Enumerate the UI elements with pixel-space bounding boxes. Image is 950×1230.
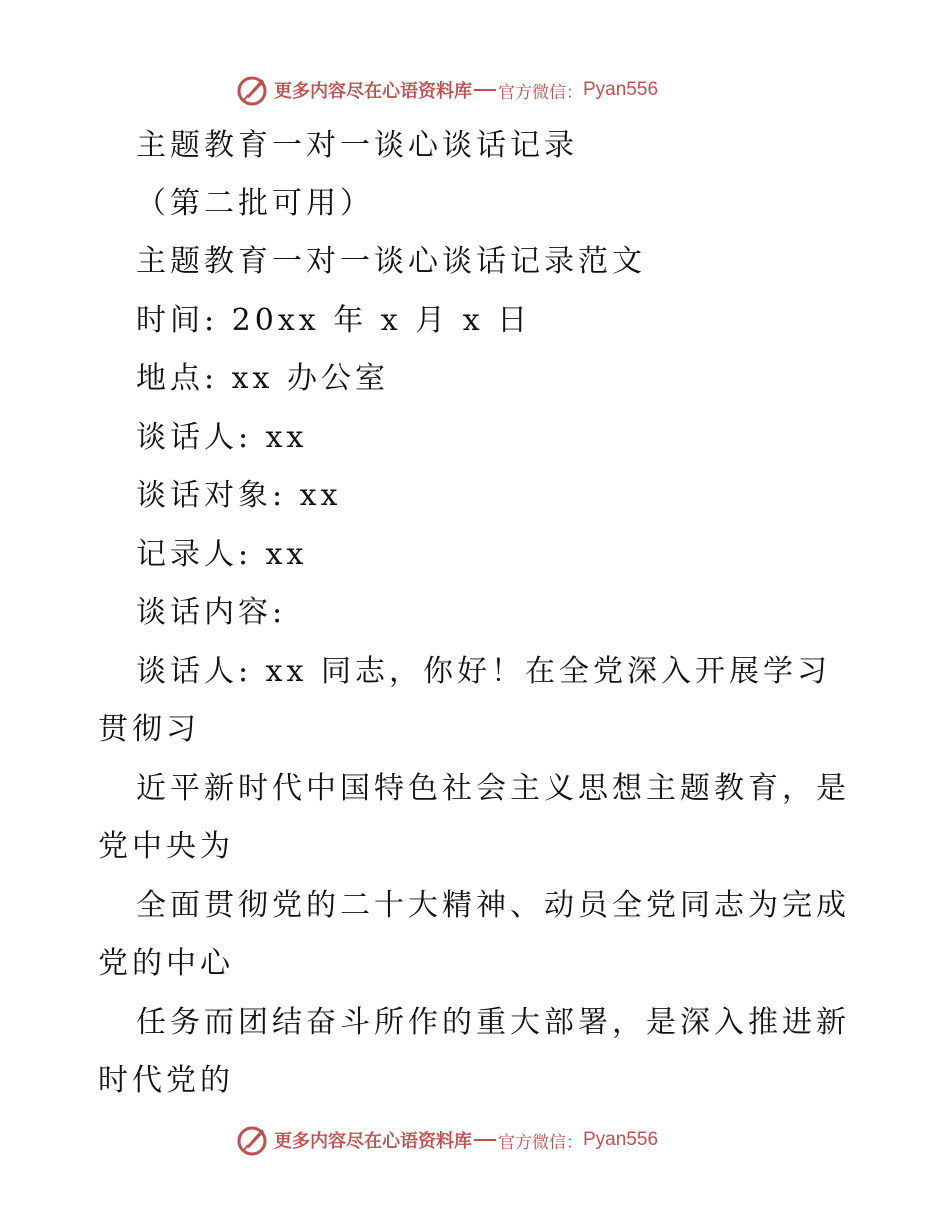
- document-title: 主题教育一对一谈心谈话记录: [136, 128, 578, 163]
- meta-speaker: 谈话人: xx: [136, 420, 308, 455]
- meta-target: 谈话对象: xx: [136, 478, 342, 513]
- watermark-dash: [474, 89, 496, 91]
- quill-logo-icon: [236, 73, 270, 107]
- body-line: 党的中心: [98, 946, 234, 981]
- meta-time: 时间: 20xx 年 x 月 x 日: [136, 303, 532, 338]
- body-line: 谈话人: xx 同志，你好！在全党深入开展学习: [136, 654, 832, 689]
- watermark-text: 更多内容尽在心语资料库: [274, 81, 472, 102]
- body-line: 贯彻习: [98, 712, 200, 747]
- watermark-wechat-label: 官方微信：: [498, 82, 583, 103]
- watermark-wechat-id: Pyan556: [583, 79, 659, 100]
- content-label: 谈话内容:: [136, 595, 287, 630]
- body-line: 近平新时代中国特色社会主义思想主题教育，是: [136, 771, 850, 806]
- watermark-wechat-label: 官方微信：: [498, 1132, 583, 1153]
- document-heading: 主题教育一对一谈心谈话记录范文: [136, 244, 646, 279]
- body-line: 时代党的: [98, 1063, 234, 1098]
- watermark-banner-bottom: [236, 1122, 658, 1158]
- document-subtitle: （第二批可用）: [136, 186, 374, 221]
- watermark-dash: [474, 1139, 496, 1141]
- watermark-wechat-id: Pyan556: [583, 1129, 659, 1150]
- meta-recorder: 记录人: xx: [136, 537, 308, 572]
- body-line: 任务而团结奋斗所作的重大部署，是深入推进新: [136, 1005, 850, 1040]
- watermark-text: 更多内容尽在心语资料库: [274, 1131, 472, 1152]
- quill-logo-icon: [236, 1123, 270, 1157]
- watermark-banner-top: [236, 72, 658, 108]
- body-line: 全面贯彻党的二十大精神、动员全党同志为完成: [136, 888, 850, 923]
- meta-place: 地点: xx 办公室: [136, 361, 390, 396]
- body-line: 党中央为: [98, 829, 234, 864]
